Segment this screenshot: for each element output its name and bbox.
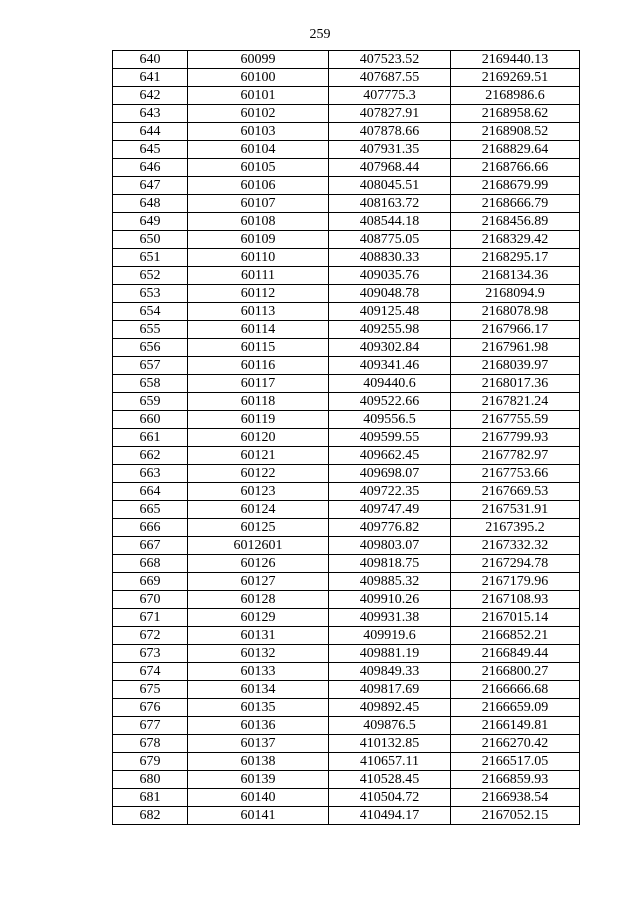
table-row — [113, 447, 580, 465]
row-number-cell: 669 — [113, 573, 188, 591]
row-number-cell: 643 — [113, 105, 188, 123]
point-id-cell: 60122 — [188, 465, 329, 483]
table-row — [113, 195, 580, 213]
x-coordinate-cell: 409662.45 — [329, 447, 451, 465]
y-coordinate-cell: 2167395.2 — [451, 519, 580, 537]
table-row — [113, 537, 580, 555]
point-id-cell: 60118 — [188, 393, 329, 411]
x-coordinate-cell: 409931.38 — [329, 609, 451, 627]
x-coordinate-cell: 409817.69 — [329, 681, 451, 699]
y-coordinate-cell: 2167669.53 — [451, 483, 580, 501]
table-row — [113, 213, 580, 231]
table-row — [113, 303, 580, 321]
table-row — [113, 123, 580, 141]
row-number-cell: 659 — [113, 393, 188, 411]
y-coordinate-cell: 2168958.62 — [451, 105, 580, 123]
y-coordinate-cell: 2167531.91 — [451, 501, 580, 519]
x-coordinate-cell: 409522.66 — [329, 393, 451, 411]
table-row — [113, 177, 580, 195]
row-number-cell: 642 — [113, 87, 188, 105]
table-row — [113, 591, 580, 609]
table-row — [113, 339, 580, 357]
row-number-cell: 648 — [113, 195, 188, 213]
x-coordinate-cell: 410528.45 — [329, 771, 451, 789]
y-coordinate-cell: 2167782.97 — [451, 447, 580, 465]
row-number-cell: 662 — [113, 447, 188, 465]
y-coordinate-cell: 2167753.66 — [451, 465, 580, 483]
x-coordinate-cell: 410504.72 — [329, 789, 451, 807]
table-row — [113, 483, 580, 501]
row-number-cell: 675 — [113, 681, 188, 699]
point-id-cell: 60135 — [188, 699, 329, 717]
row-number-cell: 672 — [113, 627, 188, 645]
x-coordinate-cell: 407827.91 — [329, 105, 451, 123]
table-row — [113, 789, 580, 807]
y-coordinate-cell: 2166666.68 — [451, 681, 580, 699]
table-row — [113, 231, 580, 249]
x-coordinate-cell: 408775.05 — [329, 231, 451, 249]
point-id-cell: 60131 — [188, 627, 329, 645]
point-id-cell: 60134 — [188, 681, 329, 699]
table-row — [113, 393, 580, 411]
point-id-cell: 60115 — [188, 339, 329, 357]
table-row — [113, 555, 580, 573]
row-number-cell: 650 — [113, 231, 188, 249]
point-id-cell: 60116 — [188, 357, 329, 375]
y-coordinate-cell: 2166149.81 — [451, 717, 580, 735]
point-id-cell: 6012601 — [188, 537, 329, 555]
row-number-cell: 644 — [113, 123, 188, 141]
point-id-cell: 60124 — [188, 501, 329, 519]
point-id-cell: 60123 — [188, 483, 329, 501]
y-coordinate-cell: 2167294.78 — [451, 555, 580, 573]
point-id-cell: 60113 — [188, 303, 329, 321]
row-number-cell: 670 — [113, 591, 188, 609]
x-coordinate-cell: 409341.46 — [329, 357, 451, 375]
point-id-cell: 60140 — [188, 789, 329, 807]
row-number-cell: 645 — [113, 141, 188, 159]
x-coordinate-cell: 407687.55 — [329, 69, 451, 87]
row-number-cell: 666 — [113, 519, 188, 537]
x-coordinate-cell: 408544.18 — [329, 213, 451, 231]
table-row — [113, 627, 580, 645]
row-number-cell: 681 — [113, 789, 188, 807]
point-id-cell: 60105 — [188, 159, 329, 177]
point-id-cell: 60139 — [188, 771, 329, 789]
row-number-cell: 658 — [113, 375, 188, 393]
point-id-cell: 60141 — [188, 807, 329, 825]
table-row — [113, 357, 580, 375]
point-id-cell: 60112 — [188, 285, 329, 303]
y-coordinate-cell: 2168766.66 — [451, 159, 580, 177]
y-coordinate-cell: 2167961.98 — [451, 339, 580, 357]
point-id-cell: 60109 — [188, 231, 329, 249]
point-id-cell: 60099 — [188, 51, 329, 69]
x-coordinate-cell: 409048.78 — [329, 285, 451, 303]
point-id-cell: 60119 — [188, 411, 329, 429]
row-number-cell: 651 — [113, 249, 188, 267]
point-id-cell: 60127 — [188, 573, 329, 591]
x-coordinate-cell: 409910.26 — [329, 591, 451, 609]
x-coordinate-cell: 408163.72 — [329, 195, 451, 213]
x-coordinate-cell: 409035.76 — [329, 267, 451, 285]
y-coordinate-cell: 2168039.97 — [451, 357, 580, 375]
table-row — [113, 159, 580, 177]
row-number-cell: 673 — [113, 645, 188, 663]
x-coordinate-cell: 410132.85 — [329, 735, 451, 753]
y-coordinate-cell: 2167015.14 — [451, 609, 580, 627]
y-coordinate-cell: 2168679.99 — [451, 177, 580, 195]
table-row — [113, 105, 580, 123]
table-row — [113, 285, 580, 303]
page-number: 259 — [309, 27, 331, 42]
point-id-cell: 60125 — [188, 519, 329, 537]
y-coordinate-cell: 2166938.54 — [451, 789, 580, 807]
y-coordinate-cell: 2168456.89 — [451, 213, 580, 231]
x-coordinate-cell: 409849.33 — [329, 663, 451, 681]
row-number-cell: 678 — [113, 735, 188, 753]
x-coordinate-cell: 408830.33 — [329, 249, 451, 267]
point-id-cell: 60128 — [188, 591, 329, 609]
table-row — [113, 411, 580, 429]
y-coordinate-cell: 2166800.27 — [451, 663, 580, 681]
table-row — [113, 735, 580, 753]
y-coordinate-cell: 2168829.64 — [451, 141, 580, 159]
y-coordinate-cell: 2167179.96 — [451, 573, 580, 591]
x-coordinate-cell: 407878.66 — [329, 123, 451, 141]
point-id-cell: 60106 — [188, 177, 329, 195]
row-number-cell: 676 — [113, 699, 188, 717]
table-row — [113, 717, 580, 735]
x-coordinate-cell: 409747.49 — [329, 501, 451, 519]
y-coordinate-cell: 2168908.52 — [451, 123, 580, 141]
row-number-cell: 671 — [113, 609, 188, 627]
x-coordinate-cell: 409125.48 — [329, 303, 451, 321]
row-number-cell: 679 — [113, 753, 188, 771]
point-id-cell: 60104 — [188, 141, 329, 159]
x-coordinate-cell: 409885.32 — [329, 573, 451, 591]
x-coordinate-cell: 409892.45 — [329, 699, 451, 717]
row-number-cell: 640 — [113, 51, 188, 69]
y-coordinate-cell: 2169269.51 — [451, 69, 580, 87]
point-id-cell: 60117 — [188, 375, 329, 393]
point-id-cell: 60137 — [188, 735, 329, 753]
table-row — [113, 465, 580, 483]
x-coordinate-cell: 409599.55 — [329, 429, 451, 447]
table-row — [113, 429, 580, 447]
table-row — [113, 645, 580, 663]
x-coordinate-cell: 409440.6 — [329, 375, 451, 393]
coordinates-table-body — [113, 51, 580, 825]
x-coordinate-cell: 407968.44 — [329, 159, 451, 177]
row-number-cell: 661 — [113, 429, 188, 447]
row-number-cell: 646 — [113, 159, 188, 177]
x-coordinate-cell: 409556.5 — [329, 411, 451, 429]
x-coordinate-cell: 409818.75 — [329, 555, 451, 573]
row-number-cell: 663 — [113, 465, 188, 483]
row-number-cell: 677 — [113, 717, 188, 735]
row-number-cell: 682 — [113, 807, 188, 825]
y-coordinate-cell: 2168295.17 — [451, 249, 580, 267]
x-coordinate-cell: 409302.84 — [329, 339, 451, 357]
y-coordinate-cell: 2167755.59 — [451, 411, 580, 429]
row-number-cell: 653 — [113, 285, 188, 303]
row-number-cell: 664 — [113, 483, 188, 501]
table-row — [113, 69, 580, 87]
table-row — [113, 267, 580, 285]
x-coordinate-cell: 409255.98 — [329, 321, 451, 339]
y-coordinate-cell: 2167821.24 — [451, 393, 580, 411]
x-coordinate-cell: 410657.11 — [329, 753, 451, 771]
row-number-cell: 667 — [113, 537, 188, 555]
table-row — [113, 663, 580, 681]
table-row — [113, 681, 580, 699]
y-coordinate-cell: 2167966.17 — [451, 321, 580, 339]
x-coordinate-cell: 409722.35 — [329, 483, 451, 501]
x-coordinate-cell: 409698.07 — [329, 465, 451, 483]
point-id-cell: 60107 — [188, 195, 329, 213]
x-coordinate-cell: 408045.51 — [329, 177, 451, 195]
table-row — [113, 771, 580, 789]
table-row — [113, 573, 580, 591]
row-number-cell: 656 — [113, 339, 188, 357]
table-row — [113, 141, 580, 159]
y-coordinate-cell: 2166849.44 — [451, 645, 580, 663]
row-number-cell: 665 — [113, 501, 188, 519]
y-coordinate-cell: 2168094.9 — [451, 285, 580, 303]
x-coordinate-cell: 407523.52 — [329, 51, 451, 69]
y-coordinate-cell: 2167332.32 — [451, 537, 580, 555]
point-id-cell: 60126 — [188, 555, 329, 573]
y-coordinate-cell: 2166659.09 — [451, 699, 580, 717]
row-number-cell: 655 — [113, 321, 188, 339]
point-id-cell: 60120 — [188, 429, 329, 447]
row-number-cell: 654 — [113, 303, 188, 321]
point-id-cell: 60133 — [188, 663, 329, 681]
row-number-cell: 652 — [113, 267, 188, 285]
table-row — [113, 753, 580, 771]
table-row — [113, 375, 580, 393]
point-id-cell: 60132 — [188, 645, 329, 663]
y-coordinate-cell: 2168078.98 — [451, 303, 580, 321]
table-row — [113, 699, 580, 717]
y-coordinate-cell: 2166859.93 — [451, 771, 580, 789]
y-coordinate-cell: 2167799.93 — [451, 429, 580, 447]
y-coordinate-cell: 2166270.42 — [451, 735, 580, 753]
table-row — [113, 249, 580, 267]
point-id-cell: 60100 — [188, 69, 329, 87]
point-id-cell: 60103 — [188, 123, 329, 141]
y-coordinate-cell: 2168134.36 — [451, 267, 580, 285]
row-number-cell: 649 — [113, 213, 188, 231]
table-row — [113, 321, 580, 339]
point-id-cell: 60110 — [188, 249, 329, 267]
table-row — [113, 519, 580, 537]
point-id-cell: 60101 — [188, 87, 329, 105]
row-number-cell: 641 — [113, 69, 188, 87]
x-coordinate-cell: 410494.17 — [329, 807, 451, 825]
table-row — [113, 609, 580, 627]
x-coordinate-cell: 409876.5 — [329, 717, 451, 735]
point-id-cell: 60129 — [188, 609, 329, 627]
x-coordinate-cell: 409881.19 — [329, 645, 451, 663]
x-coordinate-cell: 409803.07 — [329, 537, 451, 555]
row-number-cell: 668 — [113, 555, 188, 573]
point-id-cell: 60121 — [188, 447, 329, 465]
y-coordinate-cell: 2168986.6 — [451, 87, 580, 105]
row-number-cell: 660 — [113, 411, 188, 429]
table-row — [113, 51, 580, 69]
y-coordinate-cell: 2167052.15 — [451, 807, 580, 825]
point-id-cell: 60108 — [188, 213, 329, 231]
y-coordinate-cell: 2169440.13 — [451, 51, 580, 69]
table-row — [113, 87, 580, 105]
point-id-cell: 60111 — [188, 267, 329, 285]
table-row — [113, 807, 580, 825]
table-row — [113, 501, 580, 519]
y-coordinate-cell: 2168017.36 — [451, 375, 580, 393]
point-id-cell: 60102 — [188, 105, 329, 123]
row-number-cell: 680 — [113, 771, 188, 789]
point-id-cell: 60114 — [188, 321, 329, 339]
row-number-cell: 674 — [113, 663, 188, 681]
y-coordinate-cell: 2166517.05 — [451, 753, 580, 771]
coordinates-table — [112, 50, 580, 825]
row-number-cell: 657 — [113, 357, 188, 375]
x-coordinate-cell: 409776.82 — [329, 519, 451, 537]
point-id-cell: 60138 — [188, 753, 329, 771]
x-coordinate-cell: 409919.6 — [329, 627, 451, 645]
row-number-cell: 647 — [113, 177, 188, 195]
x-coordinate-cell: 407775.3 — [329, 87, 451, 105]
point-id-cell: 60136 — [188, 717, 329, 735]
y-coordinate-cell: 2167108.93 — [451, 591, 580, 609]
x-coordinate-cell: 407931.35 — [329, 141, 451, 159]
y-coordinate-cell: 2168329.42 — [451, 231, 580, 249]
y-coordinate-cell: 2168666.79 — [451, 195, 580, 213]
y-coordinate-cell: 2166852.21 — [451, 627, 580, 645]
